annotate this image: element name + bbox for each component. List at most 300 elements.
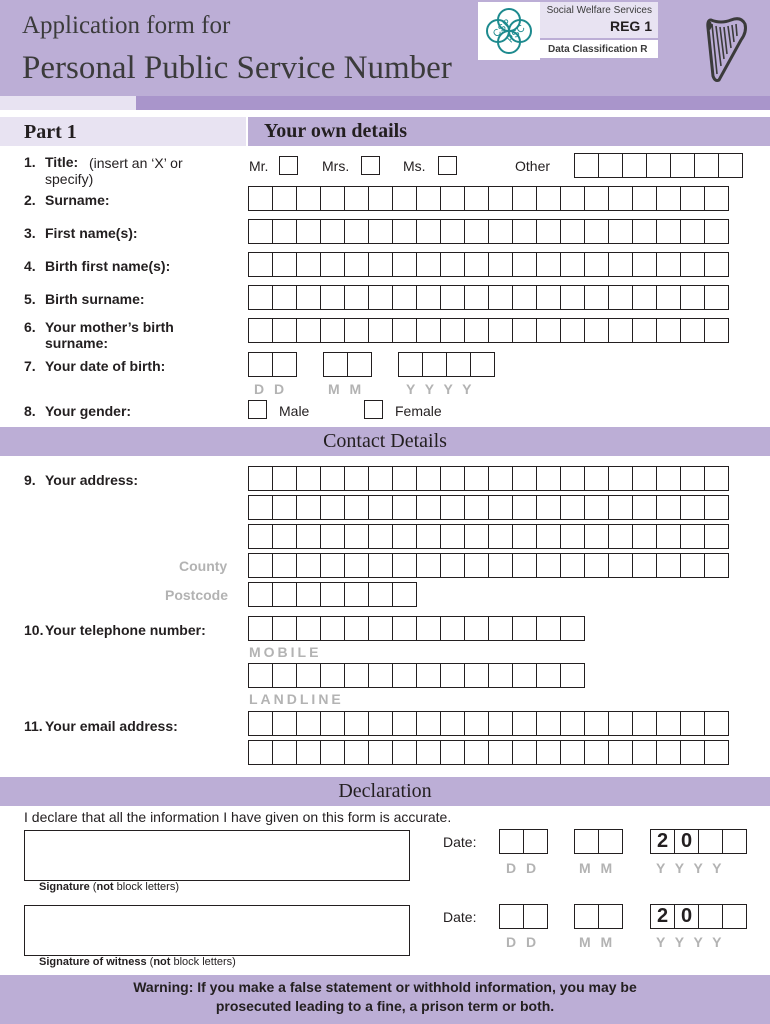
character-box[interactable] <box>296 466 321 491</box>
character-box[interactable] <box>248 219 273 244</box>
character-box[interactable] <box>344 318 369 343</box>
character-box[interactable] <box>344 582 369 607</box>
character-box[interactable] <box>392 186 417 211</box>
character-box[interactable] <box>574 153 599 178</box>
character-box[interactable] <box>347 352 372 377</box>
title-mrs-checkbox[interactable] <box>361 156 380 175</box>
character-box[interactable] <box>344 524 369 549</box>
character-box[interactable] <box>470 352 495 377</box>
character-box[interactable] <box>272 352 297 377</box>
character-box[interactable] <box>440 285 465 310</box>
character-box[interactable] <box>392 553 417 578</box>
first-names-field[interactable] <box>248 219 728 244</box>
character-box[interactable] <box>272 252 297 277</box>
character-box[interactable] <box>464 285 489 310</box>
character-box[interactable] <box>296 186 321 211</box>
character-box[interactable] <box>680 495 705 520</box>
character-box[interactable] <box>368 711 393 736</box>
character-box[interactable] <box>536 524 561 549</box>
character-box[interactable] <box>464 466 489 491</box>
character-box[interactable] <box>368 186 393 211</box>
character-box[interactable] <box>272 740 297 765</box>
character-box[interactable] <box>440 740 465 765</box>
character-box[interactable] <box>536 740 561 765</box>
character-box[interactable] <box>272 663 297 688</box>
character-box[interactable] <box>344 252 369 277</box>
character-box[interactable] <box>416 553 441 578</box>
character-box[interactable] <box>698 829 723 854</box>
character-box[interactable] <box>488 285 513 310</box>
character-box[interactable] <box>656 318 681 343</box>
character-box[interactable] <box>722 829 747 854</box>
character-box[interactable] <box>320 186 345 211</box>
character-box[interactable] <box>416 740 441 765</box>
character-box[interactable] <box>560 495 585 520</box>
character-box[interactable] <box>704 186 729 211</box>
county-field[interactable] <box>248 553 728 578</box>
character-box[interactable] <box>464 711 489 736</box>
character-box[interactable] <box>488 186 513 211</box>
character-box[interactable] <box>296 553 321 578</box>
character-box[interactable] <box>368 285 393 310</box>
character-box[interactable] <box>368 740 393 765</box>
character-box[interactable] <box>344 219 369 244</box>
character-box[interactable] <box>392 524 417 549</box>
surname-field[interactable] <box>248 186 728 211</box>
character-box[interactable] <box>248 663 273 688</box>
character-box[interactable] <box>464 252 489 277</box>
mother-birth-surname-field[interactable] <box>248 318 728 343</box>
character-box[interactable] <box>574 904 599 929</box>
character-box[interactable] <box>248 285 273 310</box>
character-box[interactable] <box>392 252 417 277</box>
character-box[interactable] <box>344 186 369 211</box>
character-box[interactable] <box>704 524 729 549</box>
character-box[interactable] <box>584 553 609 578</box>
character-box[interactable] <box>656 553 681 578</box>
character-box[interactable] <box>320 553 345 578</box>
character-box[interactable] <box>368 318 393 343</box>
character-box[interactable] <box>608 318 633 343</box>
character-box[interactable] <box>398 352 423 377</box>
character-box[interactable] <box>632 711 657 736</box>
character-box[interactable] <box>598 153 623 178</box>
signature-date-month-field[interactable] <box>574 829 622 854</box>
character-box[interactable] <box>680 553 705 578</box>
title-mr-checkbox[interactable] <box>279 156 298 175</box>
character-box[interactable] <box>704 466 729 491</box>
character-box[interactable] <box>608 466 633 491</box>
gender-female-checkbox[interactable] <box>364 400 383 419</box>
character-box[interactable] <box>344 616 369 641</box>
character-box[interactable] <box>368 553 393 578</box>
character-box[interactable] <box>440 524 465 549</box>
character-box[interactable] <box>680 711 705 736</box>
address-line3-field[interactable] <box>248 524 728 549</box>
character-box[interactable] <box>560 524 585 549</box>
title-other-field[interactable] <box>574 153 742 178</box>
character-box[interactable] <box>320 740 345 765</box>
character-box[interactable] <box>560 740 585 765</box>
character-box[interactable] <box>422 352 447 377</box>
character-box[interactable] <box>392 466 417 491</box>
character-box[interactable] <box>344 466 369 491</box>
character-box[interactable] <box>536 318 561 343</box>
character-box[interactable] <box>368 466 393 491</box>
character-box[interactable] <box>248 252 273 277</box>
character-box[interactable] <box>368 219 393 244</box>
character-box[interactable] <box>512 252 537 277</box>
character-box[interactable] <box>680 285 705 310</box>
character-box[interactable] <box>536 252 561 277</box>
character-box[interactable] <box>320 524 345 549</box>
character-box[interactable] <box>608 285 633 310</box>
character-box[interactable] <box>704 740 729 765</box>
character-box[interactable] <box>584 740 609 765</box>
character-box[interactable] <box>632 524 657 549</box>
character-box[interactable] <box>632 186 657 211</box>
character-box[interactable] <box>704 711 729 736</box>
character-box[interactable] <box>248 616 273 641</box>
character-box[interactable] <box>536 186 561 211</box>
character-box[interactable] <box>656 711 681 736</box>
character-box[interactable] <box>608 252 633 277</box>
character-box[interactable] <box>320 582 345 607</box>
character-box[interactable] <box>296 711 321 736</box>
character-box[interactable] <box>320 466 345 491</box>
character-box[interactable] <box>704 318 729 343</box>
character-box[interactable] <box>392 616 417 641</box>
character-box[interactable] <box>416 495 441 520</box>
character-box[interactable] <box>512 616 537 641</box>
character-box[interactable] <box>656 466 681 491</box>
character-box[interactable] <box>680 186 705 211</box>
character-box[interactable] <box>320 219 345 244</box>
character-box[interactable] <box>560 616 585 641</box>
character-box[interactable] <box>536 663 561 688</box>
character-box[interactable] <box>440 466 465 491</box>
character-box[interactable] <box>632 219 657 244</box>
character-box[interactable] <box>722 904 747 929</box>
character-box[interactable] <box>656 495 681 520</box>
character-box[interactable] <box>656 219 681 244</box>
character-box[interactable] <box>536 553 561 578</box>
character-box[interactable] <box>622 153 647 178</box>
character-box[interactable] <box>392 740 417 765</box>
character-box[interactable] <box>392 495 417 520</box>
character-box[interactable] <box>598 904 623 929</box>
dob-month-field[interactable] <box>323 352 371 377</box>
witness-date-day-field[interactable] <box>499 904 547 929</box>
character-box[interactable] <box>440 711 465 736</box>
year-prefix-digit[interactable]: 2 <box>650 829 675 854</box>
year-prefix-digit[interactable]: 2 <box>650 904 675 929</box>
character-box[interactable] <box>344 711 369 736</box>
character-box[interactable] <box>718 153 743 178</box>
character-box[interactable] <box>560 219 585 244</box>
character-box[interactable] <box>464 663 489 688</box>
character-box[interactable] <box>392 663 417 688</box>
character-box[interactable] <box>368 616 393 641</box>
character-box[interactable] <box>464 524 489 549</box>
character-box[interactable] <box>608 524 633 549</box>
character-box[interactable] <box>488 663 513 688</box>
character-box[interactable] <box>296 252 321 277</box>
character-box[interactable] <box>296 495 321 520</box>
signature-box[interactable] <box>24 830 410 881</box>
character-box[interactable] <box>296 524 321 549</box>
postcode-field[interactable] <box>248 582 416 607</box>
character-box[interactable] <box>512 219 537 244</box>
character-box[interactable] <box>512 466 537 491</box>
title-ms-checkbox[interactable] <box>438 156 457 175</box>
character-box[interactable] <box>296 219 321 244</box>
character-box[interactable] <box>512 285 537 310</box>
character-box[interactable] <box>446 352 471 377</box>
character-box[interactable] <box>608 186 633 211</box>
character-box[interactable] <box>416 663 441 688</box>
character-box[interactable] <box>272 219 297 244</box>
character-box[interactable] <box>320 663 345 688</box>
character-box[interactable] <box>368 524 393 549</box>
character-box[interactable] <box>680 740 705 765</box>
character-box[interactable] <box>632 285 657 310</box>
character-box[interactable] <box>584 186 609 211</box>
character-box[interactable] <box>512 663 537 688</box>
character-box[interactable] <box>392 582 417 607</box>
character-box[interactable] <box>440 186 465 211</box>
character-box[interactable] <box>248 582 273 607</box>
witness-signature-box[interactable] <box>24 905 410 956</box>
character-box[interactable] <box>248 352 273 377</box>
character-box[interactable] <box>632 252 657 277</box>
character-box[interactable] <box>598 829 623 854</box>
character-box[interactable] <box>523 829 548 854</box>
character-box[interactable] <box>272 553 297 578</box>
character-box[interactable] <box>320 318 345 343</box>
character-box[interactable] <box>296 663 321 688</box>
character-box[interactable] <box>536 711 561 736</box>
character-box[interactable] <box>560 186 585 211</box>
character-box[interactable] <box>296 740 321 765</box>
character-box[interactable] <box>608 740 633 765</box>
gender-male-checkbox[interactable] <box>248 400 267 419</box>
character-box[interactable] <box>560 466 585 491</box>
character-box[interactable] <box>680 318 705 343</box>
character-box[interactable] <box>656 524 681 549</box>
character-box[interactable] <box>464 616 489 641</box>
character-box[interactable] <box>584 524 609 549</box>
character-box[interactable] <box>488 219 513 244</box>
character-box[interactable] <box>704 285 729 310</box>
character-box[interactable] <box>704 495 729 520</box>
character-box[interactable] <box>272 495 297 520</box>
year-prefix-digit[interactable]: 0 <box>674 904 699 929</box>
character-box[interactable] <box>646 153 671 178</box>
character-box[interactable] <box>464 318 489 343</box>
character-box[interactable] <box>694 153 719 178</box>
character-box[interactable] <box>392 318 417 343</box>
character-box[interactable] <box>320 285 345 310</box>
character-box[interactable] <box>704 219 729 244</box>
character-box[interactable] <box>499 904 524 929</box>
character-box[interactable] <box>248 524 273 549</box>
character-box[interactable] <box>560 318 585 343</box>
character-box[interactable] <box>536 616 561 641</box>
character-box[interactable] <box>320 252 345 277</box>
signature-date-day-field[interactable] <box>499 829 547 854</box>
character-box[interactable] <box>248 711 273 736</box>
character-box[interactable] <box>248 740 273 765</box>
character-box[interactable] <box>416 252 441 277</box>
character-box[interactable] <box>560 252 585 277</box>
character-box[interactable] <box>584 285 609 310</box>
character-box[interactable] <box>320 495 345 520</box>
character-box[interactable] <box>584 711 609 736</box>
character-box[interactable] <box>584 219 609 244</box>
character-box[interactable] <box>608 711 633 736</box>
birth-surname-field[interactable] <box>248 285 728 310</box>
email-line2-field[interactable] <box>248 740 728 765</box>
character-box[interactable] <box>656 186 681 211</box>
character-box[interactable] <box>608 553 633 578</box>
character-box[interactable] <box>344 285 369 310</box>
character-box[interactable] <box>536 466 561 491</box>
character-box[interactable] <box>512 186 537 211</box>
character-box[interactable] <box>440 252 465 277</box>
character-box[interactable] <box>512 740 537 765</box>
character-box[interactable] <box>368 252 393 277</box>
character-box[interactable] <box>704 252 729 277</box>
dob-day-field[interactable] <box>248 352 296 377</box>
character-box[interactable] <box>344 663 369 688</box>
character-box[interactable] <box>296 616 321 641</box>
character-box[interactable] <box>248 186 273 211</box>
character-box[interactable] <box>632 318 657 343</box>
character-box[interactable] <box>704 553 729 578</box>
character-box[interactable] <box>656 252 681 277</box>
character-box[interactable] <box>536 219 561 244</box>
character-box[interactable] <box>560 663 585 688</box>
character-box[interactable] <box>272 186 297 211</box>
character-box[interactable] <box>248 553 273 578</box>
signature-date-year-field[interactable] <box>650 829 746 854</box>
character-box[interactable] <box>248 495 273 520</box>
character-box[interactable] <box>488 553 513 578</box>
character-box[interactable] <box>560 285 585 310</box>
birth-first-names-field[interactable] <box>248 252 728 277</box>
character-box[interactable] <box>512 711 537 736</box>
character-box[interactable] <box>488 252 513 277</box>
character-box[interactable] <box>440 219 465 244</box>
character-box[interactable] <box>632 553 657 578</box>
character-box[interactable] <box>512 495 537 520</box>
character-box[interactable] <box>416 186 441 211</box>
character-box[interactable] <box>584 495 609 520</box>
character-box[interactable] <box>680 524 705 549</box>
character-box[interactable] <box>392 711 417 736</box>
character-box[interactable] <box>272 711 297 736</box>
character-box[interactable] <box>488 616 513 641</box>
character-box[interactable] <box>392 285 417 310</box>
character-box[interactable] <box>416 285 441 310</box>
character-box[interactable] <box>440 616 465 641</box>
character-box[interactable] <box>248 466 273 491</box>
character-box[interactable] <box>464 186 489 211</box>
character-box[interactable] <box>344 740 369 765</box>
mobile-number-field[interactable] <box>248 616 584 641</box>
character-box[interactable] <box>392 219 417 244</box>
character-box[interactable] <box>296 285 321 310</box>
character-box[interactable] <box>464 553 489 578</box>
character-box[interactable] <box>632 466 657 491</box>
character-box[interactable] <box>512 553 537 578</box>
character-box[interactable] <box>272 582 297 607</box>
character-box[interactable] <box>680 219 705 244</box>
character-box[interactable] <box>488 466 513 491</box>
character-box[interactable] <box>368 663 393 688</box>
character-box[interactable] <box>584 466 609 491</box>
character-box[interactable] <box>488 495 513 520</box>
character-box[interactable] <box>296 582 321 607</box>
character-box[interactable] <box>416 219 441 244</box>
character-box[interactable] <box>536 285 561 310</box>
character-box[interactable] <box>488 711 513 736</box>
year-prefix-digit[interactable]: 0 <box>674 829 699 854</box>
character-box[interactable] <box>632 495 657 520</box>
character-box[interactable] <box>512 318 537 343</box>
dob-year-field[interactable] <box>398 352 494 377</box>
character-box[interactable] <box>272 318 297 343</box>
character-box[interactable] <box>464 495 489 520</box>
character-box[interactable] <box>416 524 441 549</box>
character-box[interactable] <box>680 466 705 491</box>
character-box[interactable] <box>323 352 348 377</box>
character-box[interactable] <box>698 904 723 929</box>
character-box[interactable] <box>344 495 369 520</box>
character-box[interactable] <box>416 711 441 736</box>
character-box[interactable] <box>488 318 513 343</box>
character-box[interactable] <box>416 318 441 343</box>
address-line2-field[interactable] <box>248 495 728 520</box>
landline-number-field[interactable] <box>248 663 584 688</box>
character-box[interactable] <box>512 524 537 549</box>
email-line1-field[interactable] <box>248 711 728 736</box>
character-box[interactable] <box>608 495 633 520</box>
witness-date-year-field[interactable] <box>650 904 746 929</box>
character-box[interactable] <box>608 219 633 244</box>
character-box[interactable] <box>574 829 599 854</box>
character-box[interactable] <box>440 318 465 343</box>
character-box[interactable] <box>560 553 585 578</box>
character-box[interactable] <box>536 495 561 520</box>
character-box[interactable] <box>416 466 441 491</box>
character-box[interactable] <box>344 553 369 578</box>
character-box[interactable] <box>440 495 465 520</box>
character-box[interactable] <box>499 829 524 854</box>
character-box[interactable] <box>320 711 345 736</box>
character-box[interactable] <box>296 318 321 343</box>
character-box[interactable] <box>272 466 297 491</box>
character-box[interactable] <box>560 711 585 736</box>
character-box[interactable] <box>368 495 393 520</box>
character-box[interactable] <box>488 740 513 765</box>
character-box[interactable] <box>320 616 345 641</box>
character-box[interactable] <box>670 153 695 178</box>
character-box[interactable] <box>464 219 489 244</box>
character-box[interactable] <box>272 285 297 310</box>
witness-date-month-field[interactable] <box>574 904 622 929</box>
